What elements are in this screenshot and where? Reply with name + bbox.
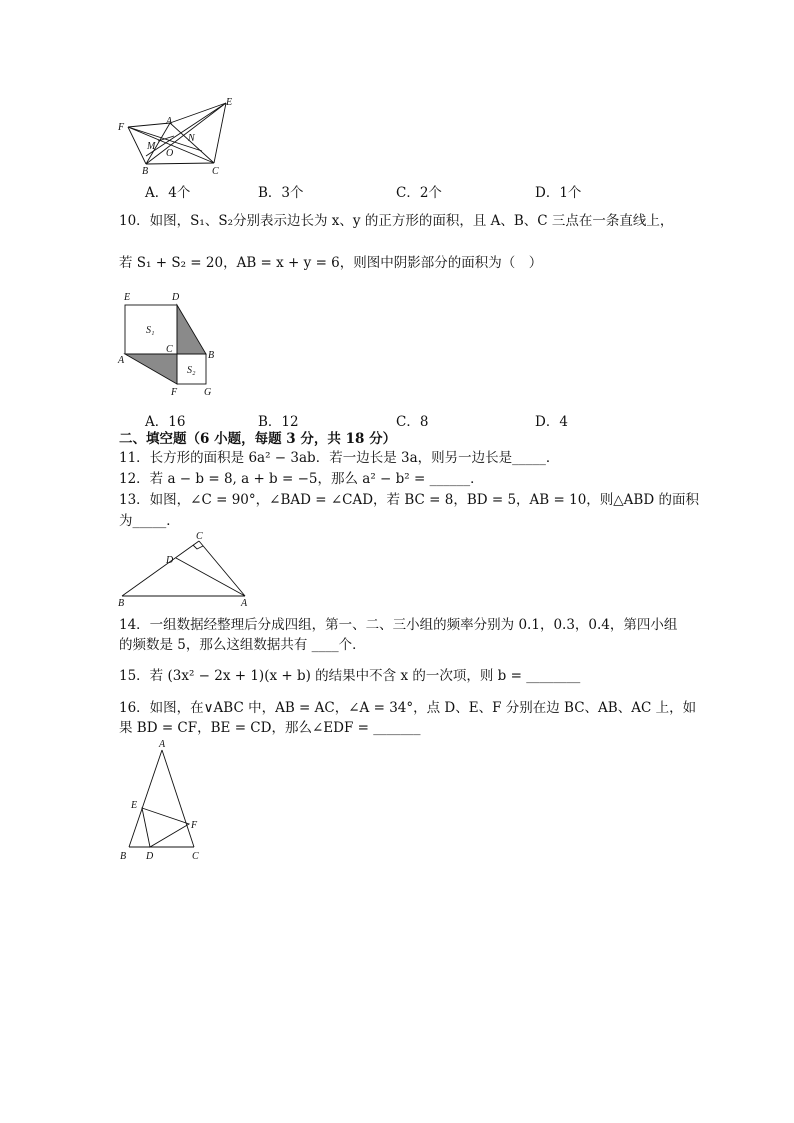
q13-label-A: A	[241, 598, 248, 609]
section-title-fill-in: 二、填空题（6 小题，每题 3 分，共 18 分）	[119, 431, 397, 447]
q13-label-D: D	[166, 555, 174, 566]
q14-stem-line2: 的频数是 5，那么这组数据共有 ____个．	[119, 637, 366, 653]
q9-option-d[interactable]: D．1个	[535, 185, 582, 201]
q9-option-c[interactable]: C．2个	[396, 185, 442, 201]
q16-label-E: E	[131, 800, 138, 811]
q13-stem-line1: 13．如图，∠C = 90°，∠BAD = ∠CAD，若 BC = 8，BD = 5，AB = 10，则△ABD 的面积	[119, 492, 699, 508]
q10-label-F: F	[171, 387, 178, 398]
q10-label-G: G	[204, 387, 212, 398]
q14-stem-line1: 14．一组数据经整理后分成四组，第一、二、三小组的频率分别为 0.1，0.3，0.4，第四小组	[119, 617, 678, 633]
q9-label-O: O	[166, 148, 174, 159]
q13-figure	[114, 530, 259, 610]
q9-figure	[114, 96, 239, 178]
q11-stem: 11．长方形的面积是 6a² − 3ab．若一边长是 3a，则另一边长是_____．	[119, 450, 560, 466]
q9-option-a[interactable]: A．4个	[145, 185, 191, 201]
q16-stem-line2: 果 BD = CF，BE = CD，那么∠EDF = _______	[119, 720, 421, 736]
q10-option-a[interactable]: A．16	[145, 414, 186, 430]
q9-label-N: N	[188, 133, 195, 144]
q9-label-E: E	[226, 97, 233, 108]
q13-label-C: C	[196, 531, 203, 542]
q10-label-E: E	[124, 292, 131, 303]
q16-stem-line1: 16．如图，在∨ABC 中，AB = AC，∠A = 34°，点 D、E、F 分别在边 BC、AB、AC 上，如	[119, 700, 697, 716]
q10-label-D: D	[172, 292, 180, 303]
q9-label-A: A	[166, 116, 173, 127]
q13-stem-line2: 为_____．	[119, 513, 180, 529]
q15-stem: 15．若 (3x² − 2x + 1)(x + b) 的结果中不含 x 的一次项，则 b = ________	[119, 668, 581, 684]
q10-label-C: C	[166, 344, 173, 355]
q13-label-B: B	[118, 598, 125, 609]
q10-label-A: A	[118, 355, 125, 366]
q9-label-C: C	[212, 166, 219, 177]
q9-option-b[interactable]: B．3个	[258, 185, 304, 201]
q16-label-B: B	[120, 851, 127, 862]
q16-label-A: A	[159, 739, 166, 750]
q9-label-B: B	[142, 166, 149, 177]
q9-label-F: F	[118, 122, 125, 133]
q12-stem: 12．若 a − b = 8, a + b = −5，那么 a² − b² = ______．	[119, 471, 484, 487]
q16-label-C: C	[192, 851, 199, 862]
q10-label-S2: S₂	[187, 365, 196, 376]
q10-label-B: B	[208, 350, 215, 361]
q10-figure	[114, 287, 224, 399]
q10-stem-line1: 10．如图，S₁、S₂分别表示边长为 x、y 的正方形的面积，且 A、B、C 三点在一条直线上，	[119, 213, 674, 229]
q10-option-c[interactable]: C．8	[396, 414, 429, 430]
q16-label-F: F	[191, 820, 198, 831]
q10-option-d[interactable]: D．4	[535, 414, 568, 430]
q9-label-M: M	[147, 141, 156, 152]
q16-figure	[114, 738, 214, 864]
q10-option-b[interactable]: B．12	[258, 414, 299, 430]
q10-label-S1: S₁	[146, 325, 155, 336]
q10-stem-line2: 若 S₁ + S₂ = 20，AB = x + y = 6，则图中阴影部分的面积为（ ）	[119, 255, 543, 271]
q16-label-D: D	[146, 851, 154, 862]
